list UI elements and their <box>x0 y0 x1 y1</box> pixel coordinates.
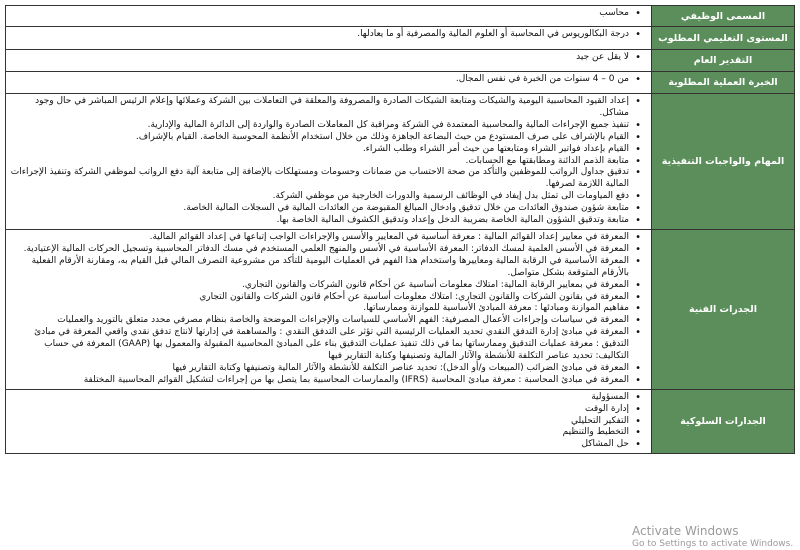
row-education <box>6 27 795 50</box>
label-grade: التقدير العام <box>652 50 795 72</box>
list-item: • إدارة الوقت <box>10 404 629 416</box>
list-item: • لا يقل عن جيد <box>10 52 629 64</box>
list-item: • حل المشاكل <box>10 439 629 451</box>
list-item: • مفاهيم الموازنة ومبادئها : معرفة المبادئ الأساسية للموازنة وممارساتها. <box>10 303 629 315</box>
list-item: • تدقيق جداول الرواتب للموظفين والتأكد من صحة الاحتساب من ضمانات وحسومات ومستهلكات بالإضافة إلى متابعة آلية دفع الرواتب لموظفي الشركة وتنفيذ الإجراءات المالية اللازمة لصرفها. <box>10 167 629 191</box>
content-technical-competencies <box>6 229 652 389</box>
activate-windows-title: Activate Windows <box>632 524 739 538</box>
list-item: • المعرفة في بقانون الشركات والقانون التجاري: امتلاك معلومات أساسية عن أحكام قانون الشركات والقانون التجاري <box>10 292 629 304</box>
list-item: • المعرفة في الأسس العلمية لمسك الدفاتر: المعرفة الأساسية في الأسس والمنهج العلمي المستخدم في مسك الدفاتر المحاسبية وتسجيل الحركات المالية الإعتيادية. <box>10 244 629 256</box>
content-duties <box>6 94 652 230</box>
list-item: • المعرفة في مبادئ الضرائب (المبيعات و/أو الدخل): تحديد عناصر التكلفة للأنشطة والآثار المالية وتصنيفها وكتابة التقارير فيها <box>10 363 629 375</box>
list-item: • دفع المياومات الى تمثل بدل إيفاد في الوظائف الرسمية والدورات الخارجية من موظفي الشركة. <box>10 191 629 203</box>
label-behavioral-competencies: الجدارات السلوكية <box>652 389 795 454</box>
list-item: • تنفيذ جميع الإجراءات المالية والمحاسبية المعتمدة في الشركة ومراقبة كل المعاملات الصادرة والواردة إلى الدائرة المالية والإدارية. <box>10 120 629 132</box>
label-education: المستوى التعليمي المطلوب <box>652 27 795 50</box>
label-experience: الخبرة العملية المطلوبة <box>652 72 795 94</box>
row-grade <box>6 50 795 72</box>
label-duties: المهام والواجبات التنفيذية <box>652 94 795 230</box>
content-education <box>6 27 652 50</box>
job-description-table <box>5 5 795 454</box>
list-item: • التفكير التحليلي <box>10 416 629 428</box>
row-duties <box>6 94 795 230</box>
list-item: • المعرفة في بمعايير الرقابة المالية: امتلاك معلومات أساسية عن أحكام قانون الشركات والقانون التجاري. <box>10 280 629 292</box>
list-item: • القيام بالإشراف على صرف المستودع من حيث البضاعة الجاهزة وذلك من خلال استخدام الأنظمة المحوسبة الخاصة. القيام بالإشراف. <box>10 132 629 144</box>
list-item: • القيام بإعداد فواتير الشراء ومتابعتها من حيث أمر الشراء وطلب الشراء. <box>10 144 629 156</box>
content-job-title <box>6 6 652 27</box>
list-item: • متابعة شؤون صندوق العائدات من خلال تدقيق وادخال المبالغ المقبوضة من العائدات المالية في السجلات المالية الخاصة. <box>10 203 629 215</box>
list-item: • المعرفة في معايير إعداد القوائم المالية : معرفة أساسية في المعايير والأسس والإجراءات الواجب إتباعها في إعداد القوائم المالية. <box>10 232 629 244</box>
row-technical-competencies <box>6 229 795 389</box>
list-item: • التخطيط والتنظيم <box>10 427 629 439</box>
row-job-title <box>6 6 795 27</box>
list-item: • المسؤولية <box>10 392 629 404</box>
list-item: • المعرفة في مبادئ إدارة التدفق النقدي تحديد العمليات الرئيسية التي تؤثر على التدفق النقدي : والمساهمة في إدارتها لانتاج تدفق نقدي واقعي المعرفة في مبادئ التدقيق : معرفة عمليات التدقيق وممارساتها بما في ذلك تنفيذ عمليات التدقيق بناء على المبادئ المحاسبية المقبولة والمعمول بها (GAAP) المعرفة في حساب التكاليف: تحديد عناصر التكلفة للأنشطة والآثار المالية وتصنيفها وكتابة التقارير فيها <box>10 327 629 363</box>
list-item: • إعداد القيود المحاسبية اليومية والشيكات ومتابعة الشيكات الصادرة والمصروفة والمعلقة في التعاملات بين الشركة وعملائها وإعلام الرئيس المباشر في حال وجود مشاكل. <box>10 96 629 120</box>
activate-windows-subtitle: Go to Settings to activate Windows. <box>632 539 794 549</box>
list-item: • محاسب <box>10 8 629 20</box>
list-item: • متابعة الذمم الدائنة ومطابقتها مع الحسابات. <box>10 156 629 168</box>
list-item: • المعرفة في سياسات وإجراءات الأعمال المصرفية: الفهم الأساسي للسياسات والإجراءات الموضحة والخاصة بنظام مصرفي محدد متعلق بالتوريد والعمليات <box>10 315 629 327</box>
list-item: • المعرفة في مبادئ المحاسبة : معرفة مبادئ المحاسبة (IFRS) والممارسات المحاسبية بما يتصل بها من إجراءات لتشكيل القوائم المحاسبية المختلفة <box>10 375 629 387</box>
list-item: • درجة البكالوريوس في المحاسبة أو العلوم المالية والمصرفية أو ما يعادلها. <box>10 29 629 41</box>
label-technical-competencies: الجدرات الفنية <box>652 229 795 389</box>
row-experience <box>6 72 795 94</box>
label-job-title: المسمى الوظيفي <box>652 6 795 27</box>
list-item: • من 0 – 4 سنوات من الخبرة في نفس المجال. <box>10 74 629 86</box>
row-behavioral-competencies <box>6 389 795 454</box>
content-grade <box>6 50 652 72</box>
content-behavioral-competencies <box>6 389 652 454</box>
content-experience <box>6 72 652 94</box>
list-item: • متابعة وتدقيق الشؤون المالية الخاصة بضريبة الدخل وإعداد وتدقيق الكشوف المالية الخاصة بها. <box>10 215 629 227</box>
list-item: • المعرفة الأساسية في الرقابة المالية ومعاييرها واستخدام هذا الفهم في العمليات اليومية للتأكد من مشروعية التصرف المالي قبل القيام به، ومقارنة الأرقام الفعلية بالأرقام المتوقعة بشكل متواصل. <box>10 256 629 280</box>
